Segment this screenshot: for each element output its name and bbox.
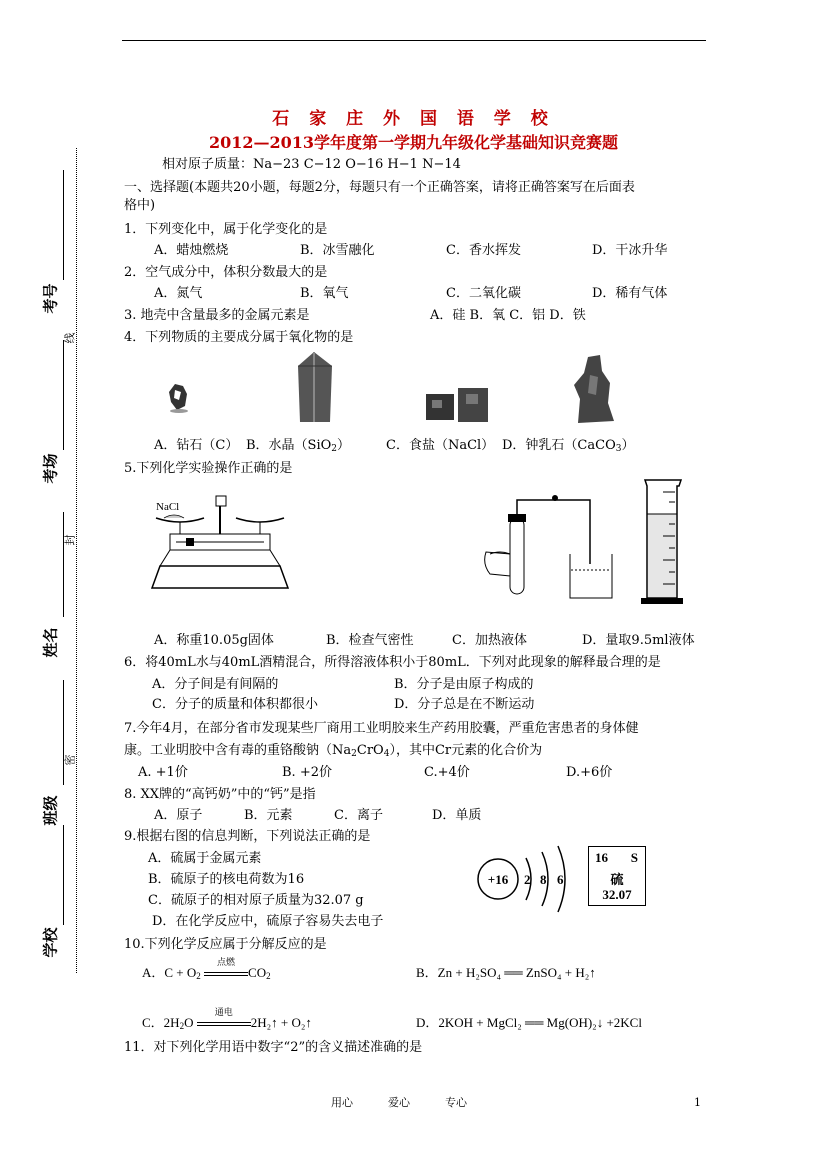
q7-line1: 7.今年4月，在部分省市发现某些厂商用工业明胶来生产药用胶囊，严重危害患者的身体健 <box>124 721 639 736</box>
q7-option-b: B. +2价 <box>282 765 332 780</box>
q10-option-b: B．Zn + H₂SO₄ ══ ZnSO₄ + H₂↑ <box>416 965 596 980</box>
label-exam-number: 考号 <box>41 283 60 314</box>
q7-option-c: C.+4价 <box>424 765 470 780</box>
q2-option-b: B．氧气 <box>300 286 349 301</box>
q5-option-c: C．加热液体 <box>452 633 527 648</box>
q7-option-d: D.+6价 <box>566 765 613 780</box>
q6-stem: 6．将40mL水与40mL酒精混合，所得溶液体积小于80mL．下列对此现象的解释最合理的是 <box>124 655 661 670</box>
q8-option-b: B．元素 <box>244 808 293 823</box>
label-name: 姓名 <box>41 627 60 658</box>
label-class: 班级 <box>41 795 60 826</box>
cell-name: 硫 <box>610 872 624 887</box>
binding-field-line <box>63 340 64 450</box>
q6-option-c: C．分子的质量和体积都很小 <box>152 697 318 712</box>
salt-image <box>424 386 494 426</box>
mark-mi: 密 <box>63 754 77 766</box>
q5-stem: 5.下列化学实验操作正确的是 <box>124 461 293 476</box>
binding-dotted-line <box>76 148 77 973</box>
diamond-image <box>165 380 195 415</box>
binding-field-line <box>63 170 64 280</box>
q2-option-d: D．稀有气体 <box>592 286 668 301</box>
q4-option-a: A．钻石（C） <box>154 438 239 453</box>
q8-option-d: D．单质 <box>432 808 482 823</box>
q9-option-a: A．硫属于金属元素 <box>148 851 262 866</box>
airtight-check-image <box>480 494 620 604</box>
q9-option-d: D．在化学反应中，硫原子容易失去电子 <box>152 914 384 929</box>
label-exam-room: 考场 <box>41 453 60 484</box>
condition-ignite: 点燃 <box>217 957 236 967</box>
q1-option-d: D．干冰升华 <box>592 243 668 258</box>
atomic-mass-line: 相对原子质量：Na−23 C−12 O−16 H−1 N−14 <box>162 157 461 172</box>
q4-option-d: D．钟乳石（CaCO$_3$） <box>502 438 635 454</box>
nacl-label: NaCl <box>156 501 180 513</box>
q10-option-d: D．2KOH + MgCl₂ ══ Mg(OH)₂↓ +2KCl <box>416 1015 642 1030</box>
q8-option-c: C．离子 <box>334 808 383 823</box>
q7-line2: 康。工业明胶中含有毒的重铬酸钠$(Na_2CrO_4)$，其中Cr元素的化合价为 <box>124 743 543 759</box>
q8-option-a: A．原子 <box>154 808 203 823</box>
footer-text-left: 用心 <box>331 1096 353 1109</box>
binding-field-line <box>63 680 64 785</box>
q5-option-a: A．称重10.05g固体 <box>154 633 274 648</box>
cell-atomic-number: 16 <box>595 850 608 865</box>
q6-option-a: A．分子间是有间隔的 <box>152 677 279 692</box>
shell-1: 2 <box>524 872 531 887</box>
q4-stem: 4．下列物质的主要成分属于氧化物的是 <box>124 330 354 345</box>
q10-option-c: C．$2H_2O$ 通电 2H₂↑ + O₂↑ <box>142 1007 312 1031</box>
q2-stem: 2．空气成分中，体积分数最大的是 <box>124 265 328 280</box>
q1-option-c: C．香水挥发 <box>446 243 521 258</box>
q5-option-b: B．检查气密性 <box>326 633 414 648</box>
q9-stem: 9.根据右图的信息判断，下列说法正确的是 <box>124 829 371 844</box>
q7-option-a: A. +1价 <box>138 765 188 780</box>
stalactite-image <box>570 355 620 425</box>
q6-option-b: B．分子是由原子构成的 <box>394 677 534 692</box>
label-school: 学校 <box>41 927 60 958</box>
q6-option-d: D．分子总是在不断运动 <box>394 697 535 712</box>
q1-stem: 1．下列变化中，属于化学变化的是 <box>124 222 328 237</box>
nucleus-charge: +16 <box>487 872 509 887</box>
section-heading-cont: 格中) <box>124 198 156 213</box>
sulfur-element-cell <box>588 846 646 906</box>
binding-field-line <box>63 825 64 925</box>
shell-3: 6 <box>557 872 564 887</box>
section-heading: 一、选择题(本题共20小题，每题2分，每题只有一个正确答案，请将正确答案写在后面表 <box>124 180 635 195</box>
q1-option-b: B．冰雪融化 <box>300 243 375 258</box>
footer-text-mid: 爱心 <box>388 1096 410 1109</box>
q2-option-a: A．氮气 <box>154 286 203 301</box>
q1-option-a: A．蜡烛燃烧 <box>154 243 229 258</box>
mark-xian: 线 <box>63 332 77 344</box>
q3-stem: 3. 地壳中含量最多的金属元素是 <box>124 308 310 323</box>
page-number: 1 <box>694 1096 701 1109</box>
q11-stem: 11．对下列化学用语中数字“2”的含义描述准确的是 <box>124 1040 423 1055</box>
q4-option-c: C．食盐（NaCl） <box>386 438 495 453</box>
q4-option-b: B．水晶（SiO$_2$） <box>246 438 351 454</box>
header-rule <box>122 40 706 41</box>
graduated-cylinder-image <box>637 478 687 606</box>
shell-2: 8 <box>540 872 547 887</box>
footer-text-right: 专心 <box>445 1096 467 1109</box>
q3-options: A．硅 B．氧 C．铝 D．铁 <box>430 308 586 323</box>
exam-title: 2012—2013学年度第一学期九年级化学基础知识竞赛题 <box>208 133 619 152</box>
school-name: 石 家 庄 外 国 语 学 校 <box>272 109 555 129</box>
condition-electrolysis: 通电 <box>214 1007 233 1017</box>
crystal-image <box>290 352 340 424</box>
cell-symbol: S <box>630 850 638 865</box>
q9-option-c: C．硫原子的相对原子质量为32.07 g <box>148 893 364 908</box>
mark-feng: 封 <box>63 534 77 546</box>
cell-mass: 32.07 <box>602 887 632 902</box>
q5-option-d: D．量取9.5ml液体 <box>582 633 695 648</box>
q2-option-c: C．二氧化碳 <box>446 286 521 301</box>
binding-field-line <box>63 512 64 617</box>
q10-stem: 10.下列化学反应属于分解反应的是 <box>124 937 327 952</box>
q10-option-a: A．$C + O_2$ 点燃 $CO_2$ <box>142 957 271 981</box>
q8-stem: 8. XX牌的“高钙奶”中的“钙”是指 <box>124 787 316 802</box>
q9-option-b: B．硫原子的核电荷数为16 <box>148 872 305 887</box>
balance-image <box>150 492 290 596</box>
sulfur-atom-diagram <box>476 844 576 914</box>
